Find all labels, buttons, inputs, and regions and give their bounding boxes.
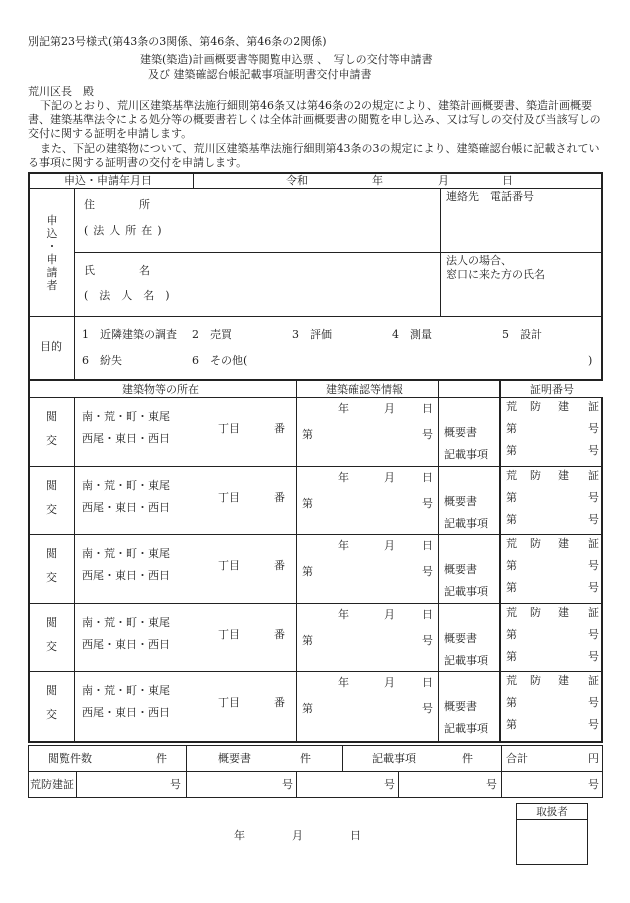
- doc-summary: 概要書: [444, 494, 477, 508]
- purpose-5: 5 設計: [502, 328, 542, 341]
- cert-no-suffix-2: 号: [588, 512, 599, 526]
- cert-prefix-char: 証: [588, 400, 599, 413]
- area-line1: 南・荒・町・東尾: [82, 478, 170, 492]
- chome-label: 丁目: [218, 422, 240, 435]
- footer-no-1: 号: [170, 778, 181, 791]
- conf-year: 年: [338, 470, 349, 484]
- building-row: [28, 535, 603, 604]
- cert-prefix-char: 防: [530, 605, 541, 619]
- title-line1: 建築(築造)計画概要書等閲覧申込票 、 写しの交付等申請書: [140, 53, 433, 66]
- row-label-bottom: 交: [46, 639, 57, 653]
- paragraph2: また、下記の建築物について、荒川区建築基準法施行細則第43条の3の規定により、建築確認台帳に記載されている事項に関する証明書の交付を申請します。: [28, 142, 600, 169]
- chome-label: 丁目: [218, 559, 240, 573]
- doc-entry: 記載事項: [444, 516, 488, 530]
- applicant-label-char: 者: [46, 279, 58, 292]
- cert-no-suffix: 号: [588, 559, 599, 573]
- conf-no-prefix: 第: [302, 565, 313, 579]
- row-label-top: 閲: [46, 410, 57, 423]
- cert-no-prefix-2: 第: [506, 444, 517, 457]
- purpose-2: 2 売買: [192, 328, 232, 341]
- purpose-6: 6 紛失: [82, 354, 122, 367]
- view-count-label: 閲覧件数: [48, 752, 92, 765]
- cert-prefix-char: 証: [588, 605, 599, 619]
- addressee: 荒川区長 殿: [28, 85, 94, 98]
- conf-year: 年: [338, 539, 349, 553]
- cert-no-suffix-2: 号: [588, 581, 599, 595]
- cert-no-prefix-2: 第: [506, 581, 517, 595]
- cert-no-suffix: 号: [588, 422, 599, 435]
- area-line2: 西尾・東日・西日: [82, 569, 170, 583]
- ban-label: 番: [274, 696, 285, 710]
- cert-no-prefix: 第: [506, 490, 517, 504]
- conf-no-prefix: 第: [302, 428, 313, 441]
- purpose-label: 目的: [40, 340, 62, 353]
- conf-month: 月: [384, 402, 395, 415]
- row-label-bottom: 交: [46, 708, 57, 722]
- purpose-3: 3 評価: [292, 328, 332, 341]
- doc-summary: 概要書: [444, 631, 477, 645]
- doc-entry: 記載事項: [444, 448, 488, 461]
- cert-prefix-char: 建: [558, 400, 569, 413]
- area-line2: 西尾・東日・西日: [82, 500, 170, 514]
- cert-prefix-char: 荒: [506, 537, 517, 551]
- date-day: 日: [502, 174, 513, 187]
- cert-prefix-char: 荒: [506, 400, 517, 413]
- area-line2: 西尾・東日・西日: [82, 637, 170, 651]
- form-table: [28, 172, 603, 743]
- cert-no-suffix-2: 号: [588, 444, 599, 457]
- summary-unit: 件: [300, 752, 311, 765]
- doc-summary: 概要書: [444, 700, 477, 714]
- doc-summary: 概要書: [444, 426, 477, 439]
- conf-no-suffix: 号: [422, 633, 433, 647]
- footer-no-2: 号: [282, 778, 293, 791]
- purpose-close: ): [588, 354, 593, 367]
- row-label-top: 閲: [46, 478, 57, 492]
- corp-label2: 窓口に来た方の氏名: [446, 268, 545, 281]
- row-label-bottom: 交: [46, 571, 57, 585]
- doc-entry: 記載事項: [444, 653, 488, 667]
- entry-label: 記載事項: [372, 752, 416, 765]
- conf-month: 月: [384, 676, 395, 690]
- conf-day: 日: [422, 402, 433, 415]
- col-location: 建築物等の所在: [122, 383, 199, 396]
- footer-date-month: 月: [292, 829, 303, 842]
- cert-no-suffix: 号: [588, 696, 599, 710]
- conf-day: 日: [422, 607, 433, 621]
- footer-date-year: 年: [234, 829, 245, 842]
- ban-label: 番: [274, 559, 285, 573]
- applicant-label-char: 請: [46, 266, 58, 279]
- entry-unit: 件: [462, 752, 473, 765]
- cert-prefix-char: 建: [558, 674, 569, 688]
- cert-no-prefix: 第: [506, 696, 517, 710]
- row-label-bottom: 交: [46, 502, 57, 516]
- applicant-label-char: 申: [46, 214, 58, 227]
- conf-year: 年: [338, 676, 349, 690]
- conf-no-prefix: 第: [302, 633, 313, 647]
- footer-cert-label: 荒防建証: [30, 778, 74, 791]
- building-row: [28, 398, 603, 467]
- address-label: 住 所: [84, 198, 150, 211]
- cert-prefix-char: 証: [588, 468, 599, 482]
- cert-prefix-char: 荒: [506, 674, 517, 688]
- footer-no-5: 号: [588, 778, 599, 791]
- cert-prefix-char: 建: [558, 605, 569, 619]
- title-line2: 及び 建築確認台帳記載事項証明書交付申請書: [148, 68, 372, 81]
- chome-label: 丁目: [218, 627, 240, 641]
- date-month: 月: [438, 174, 449, 187]
- handler-title: 取扱者: [517, 804, 587, 820]
- doc-entry: 記載事項: [444, 722, 488, 736]
- footer-date: [234, 829, 361, 843]
- footer-no-4: 号: [486, 778, 497, 791]
- purpose-4: 4 測量: [392, 328, 432, 341]
- cert-prefix-char: 建: [558, 468, 569, 482]
- total-unit: 円: [588, 752, 599, 765]
- cert-prefix-char: 防: [530, 400, 541, 413]
- cert-no-prefix-2: 第: [506, 718, 517, 732]
- conf-no-suffix: 号: [422, 565, 433, 579]
- cert-prefix-char: 荒: [506, 468, 517, 482]
- cert-prefix-char: 証: [588, 537, 599, 551]
- area-line1: 南・荒・町・東尾: [82, 410, 170, 423]
- doc-entry: 記載事項: [444, 585, 488, 599]
- conf-year: 年: [338, 402, 349, 415]
- conf-no-prefix: 第: [302, 496, 313, 510]
- purpose-1: 1 近隣建築の調査: [82, 328, 177, 341]
- footer-no-3: 号: [384, 778, 395, 791]
- col-confirmation: 建築確認等情報: [326, 383, 403, 396]
- cert-no-prefix-2: 第: [506, 512, 517, 526]
- cert-no-suffix: 号: [588, 627, 599, 641]
- conf-day: 日: [422, 539, 433, 553]
- cert-no-suffix-2: 号: [588, 649, 599, 663]
- applicant-label-char: 込: [46, 227, 58, 240]
- col-cert: 証明番号: [530, 383, 574, 396]
- row-label-top: 閲: [46, 615, 57, 629]
- footer-date-day: 日: [350, 829, 361, 842]
- ban-label: 番: [274, 490, 285, 504]
- doc-summary: 概要書: [444, 563, 477, 577]
- cert-no-prefix: 第: [506, 627, 517, 641]
- cert-prefix-char: 証: [588, 674, 599, 688]
- conf-no-suffix: 号: [422, 702, 433, 716]
- chome-label: 丁目: [218, 490, 240, 504]
- handler-box: [516, 803, 588, 865]
- footer-table: [28, 745, 603, 797]
- name-sub: ( 法 人 名 ): [84, 289, 170, 302]
- cert-prefix-char: 防: [530, 537, 541, 551]
- applicant-label-char: ・: [46, 240, 58, 253]
- conf-no-suffix: 号: [422, 496, 433, 510]
- cert-prefix-char: 建: [558, 537, 569, 551]
- cert-prefix-char: 防: [530, 674, 541, 688]
- area-line1: 南・荒・町・東尾: [82, 684, 170, 698]
- address-sub: (法人所在): [84, 224, 167, 237]
- chome-label: 丁目: [218, 696, 240, 710]
- cert-no-suffix-2: 号: [588, 718, 599, 732]
- building-row: [28, 467, 603, 536]
- ban-label: 番: [274, 422, 285, 435]
- cert-prefix-char: 防: [530, 468, 541, 482]
- area-line2: 西尾・東日・西日: [82, 432, 170, 445]
- conf-no-prefix: 第: [302, 702, 313, 716]
- row-label-top: 閲: [46, 684, 57, 698]
- row-label-bottom: 交: [46, 434, 57, 447]
- conf-day: 日: [422, 470, 433, 484]
- corp-label1: 法人の場合、: [446, 254, 512, 267]
- view-count-unit: 件: [156, 752, 167, 765]
- ban-label: 番: [274, 627, 285, 641]
- cert-no-suffix: 号: [588, 490, 599, 504]
- building-row: [28, 604, 603, 673]
- date-label: 申込・申請年月日: [64, 174, 152, 187]
- area-line1: 南・荒・町・東尾: [82, 615, 170, 629]
- area-line2: 西尾・東日・西日: [82, 706, 170, 720]
- summary-label: 概要書: [218, 752, 251, 765]
- conf-month: 月: [384, 470, 395, 484]
- applicant-label-char: 申: [46, 253, 58, 266]
- cert-no-prefix: 第: [506, 559, 517, 573]
- cert-no-prefix-2: 第: [506, 649, 517, 663]
- paragraph1: 下記のとおり、荒川区建築基準法施行細則第46条又は第46条の2の規定により、建築計画概要書、築造計画概要書、建築基準法令による処分等の概要書若しくは全体計画概要書の閲覧を申し込み、又は写しの交付及び当該写しの交付に関する証明を申請します。: [28, 99, 601, 140]
- applicant-label: [42, 214, 62, 292]
- name-label: 氏 名: [84, 264, 150, 277]
- cert-no-prefix: 第: [506, 422, 517, 435]
- purpose-other: 6 その他(: [192, 354, 248, 367]
- contact-label: 連絡先 電話番号: [446, 190, 534, 203]
- conf-no-suffix: 号: [422, 428, 433, 441]
- total-label: 合計: [506, 752, 528, 765]
- conf-month: 月: [384, 607, 395, 621]
- cert-prefix-char: 荒: [506, 605, 517, 619]
- form-label: 別記第23号様式(第43条の3関係、第46条、第46条の2関係): [28, 35, 327, 48]
- conf-day: 日: [422, 676, 433, 690]
- conf-year: 年: [338, 607, 349, 621]
- building-row: [28, 672, 603, 741]
- conf-month: 月: [384, 539, 395, 553]
- area-line1: 南・荒・町・東尾: [82, 547, 170, 561]
- date-year: 年: [372, 174, 383, 187]
- row-label-top: 閲: [46, 547, 57, 561]
- date-era: 令和: [286, 174, 308, 187]
